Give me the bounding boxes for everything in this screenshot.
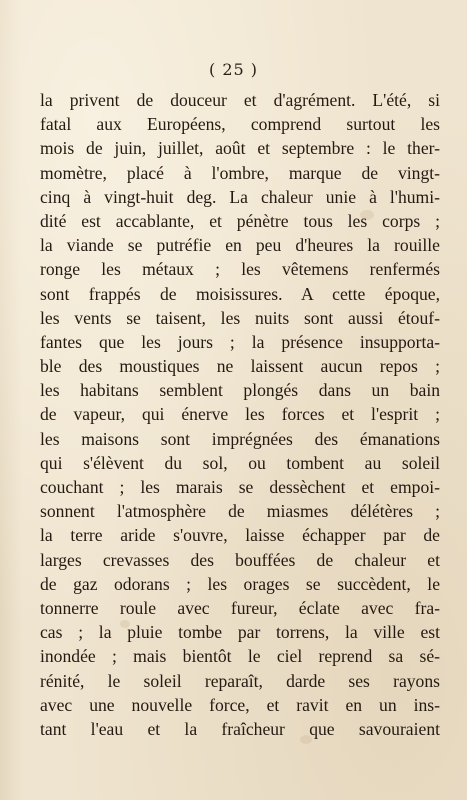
text-line: mois de juin, juillet, août et septembre : le ther- [40, 138, 440, 159]
text-line: les vents se taisent, les nuits sont aussi étouf- [40, 307, 440, 328]
text-line: tonnerre roule avec fureur, éclate avec fra- [40, 597, 440, 618]
text-line: sont frappés de moisissures. A cette époque, [40, 283, 440, 304]
text-line: larges crevasses des bouffées de chaleur et [40, 549, 440, 570]
text-line: tant l'eau et la fraîcheur que savouraient [40, 718, 440, 739]
text-line: rénité, le soleil reparaît, darde ses rayons [40, 670, 440, 691]
body-text [40, 88, 440, 741]
text-line: de gaz odorans ; les orages se succèdent, le [40, 573, 440, 594]
text-line: fatal aux Européens, comprend surtout les [40, 114, 440, 135]
text-line: cinq à vingt-huit deg. La chaleur unie à l'humi- [40, 186, 440, 207]
text-line: de vapeur, qui énerve les forces et l'esprit ; [40, 404, 440, 425]
text-line: la viande se putréfie en peu d'heures la rouille [40, 235, 440, 256]
text-line: qui s'élèvent du sol, ou tombent au soleil [40, 452, 440, 473]
text-line: inondée ; mais bientôt le ciel reprend sa sé- [40, 646, 440, 667]
text-line: ble des moustiques ne laissent aucun repos ; [40, 356, 440, 377]
text-line: cas ; la pluie tombe par torrens, la ville est [40, 622, 440, 643]
text-line: ronge les métaux ; les vêtemens renfermés [40, 259, 440, 280]
text-line: la terre aride s'ouvre, laisse échapper par de [40, 525, 440, 546]
text-line: couchant ; les marais se dessèchent et empoi- [40, 477, 440, 497]
text-line: la privent de douceur et d'agrément. L'été, si [40, 90, 440, 110]
page-number: ( 25 ) [208, 60, 258, 79]
text-line: les maisons sont imprégnées des émanations [40, 428, 440, 449]
text-line: les habitans semblent plongés dans un bain [40, 380, 440, 401]
text-line: avec une nouvelle force, et ravit en un ins- [40, 694, 440, 715]
text-line: momètre, placé à l'ombre, marque de vingt- [40, 162, 440, 183]
text-line: dité est accablante, et pénètre tous les corps ; [40, 210, 440, 231]
text-line: sonnent l'atmosphère de miasmes délétères ; [40, 501, 440, 522]
text-line: fantes que les jours ; la présence insupporta- [40, 331, 440, 352]
